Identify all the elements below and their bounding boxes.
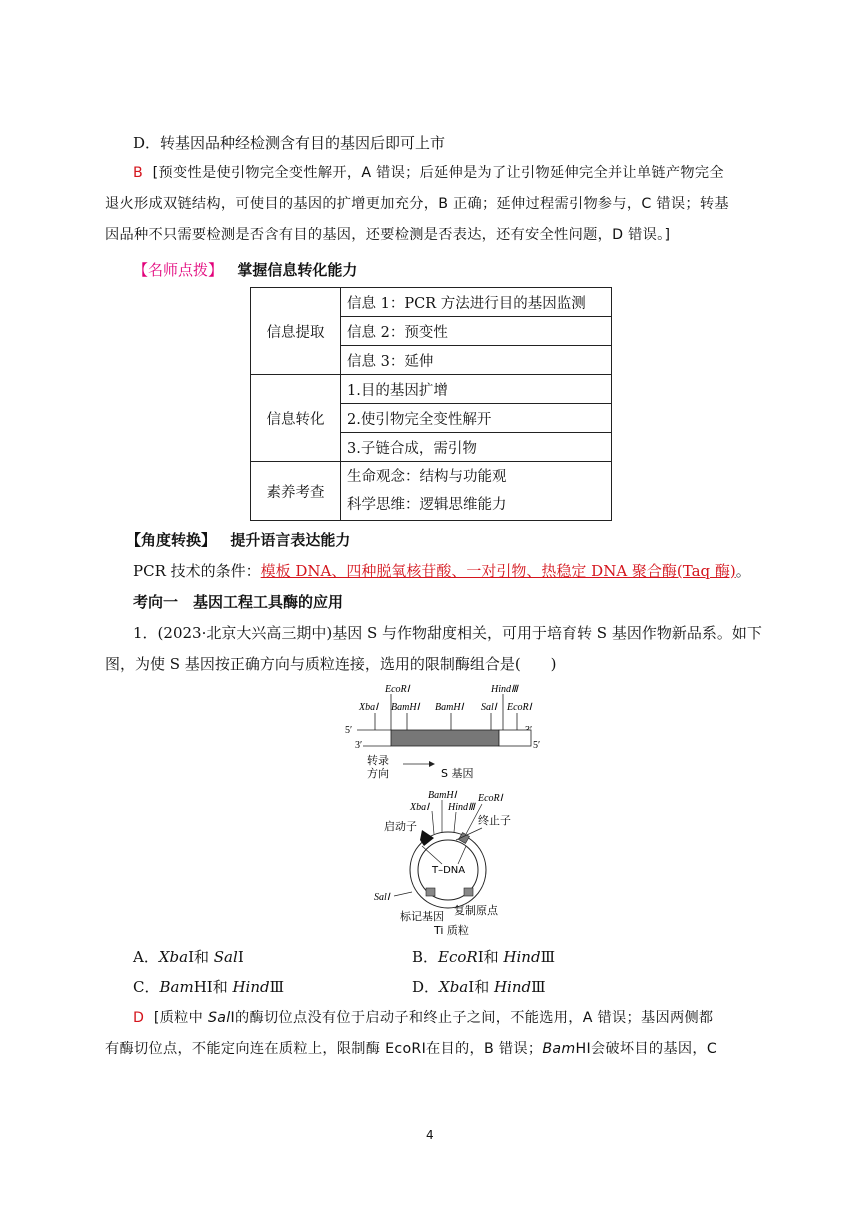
origin-label: 复制原点 — [454, 904, 498, 917]
pcr-prefix: PCR 技术的条件： — [133, 562, 261, 580]
previous-option-d: D．转基因品种经检测含有目的基因后即可上市 — [133, 134, 446, 152]
info-literacy-label: 素养考查 — [251, 462, 341, 521]
option-b: B．EcoRⅠ和 HindⅢ — [412, 948, 556, 966]
terminator-label: 终止子 — [478, 814, 511, 827]
gene-bamhi-label-1: BamHⅠ — [391, 702, 420, 713]
previous-answer-line-3: 因品种不只需要检测是否含有目的基因，还要检测是否表达，还有安全性问题，D 错误。] — [105, 227, 671, 243]
gene-5prime-left: 5′ — [345, 725, 353, 736]
angle-title: 提升语言表达能力 — [230, 531, 351, 549]
previous-answer-line-1 — [133, 163, 724, 183]
plasmid-bamhi-label: BamHⅠ — [428, 790, 457, 801]
gene-xbai-label: XbaⅠ — [359, 702, 379, 713]
info-extract-item-1: 信息 1：PCR 方法进行目的基因监测 — [341, 288, 612, 317]
question-line-1: 1．(2023·北京大兴高三期中)基因 S 与作物甜度相关，可用于培育转 S 基因作物新品系。如下 — [133, 624, 762, 642]
pcr-answer: 模板 DNA、四种脱氧核苷酸、一对引物、热稳定 DNA 聚合酶(Taq 酶) — [260, 562, 736, 580]
promoter-mark — [420, 830, 434, 846]
gene-hindiii-label: HindⅢ — [491, 684, 518, 695]
s-gene-label: S 基因 — [441, 767, 474, 780]
direction-label-2: 方向 — [367, 767, 389, 780]
info-convert-item-1: 1.目的基因扩增 — [341, 375, 612, 404]
gene-3prime-left: 3′ — [355, 740, 363, 751]
gene-sali-label: SalⅠ — [481, 702, 497, 713]
plasmid-ecori-label: EcoRⅠ — [478, 793, 503, 804]
plasmid-diagram — [370, 788, 570, 938]
gene-5prime-right: 5′ — [533, 740, 541, 751]
info-table — [250, 287, 612, 521]
ti-plasmid-caption: Ti 质粒 — [434, 924, 469, 937]
origin-mark — [464, 888, 473, 896]
info-extract-item-2: 信息 2：预变性 — [341, 317, 612, 346]
teacher-tip-heading — [133, 260, 357, 280]
gene-bamhi-label-2: BamHⅠ — [435, 702, 464, 713]
marker-gene-mark — [426, 888, 435, 896]
info-convert-item-2: 2.使引物完全变性解开 — [341, 404, 612, 433]
answer-letter: D — [133, 1010, 145, 1026]
plasmid-xbai-label: XbaⅠ — [410, 802, 430, 813]
answer-line-1: D [质粒中 SalⅠ的酶切位点没有位于启动子和终止子之间，不能选用，A 错误；基因两侧都 — [133, 1010, 714, 1026]
info-extract-item-3: 信息 3：延伸 — [341, 346, 612, 375]
previous-answer-text-1: [预变性是使引物完全变性解开，A 错误；后延伸是为了让引物延伸完全并让单链产物完全 — [152, 165, 724, 181]
info-extract-label: 信息提取 — [251, 288, 341, 375]
previous-answer-letter: B — [133, 165, 144, 181]
option-d: D．XbaⅠ和 HindⅢ — [412, 978, 546, 996]
page-number: 4 — [426, 1128, 434, 1142]
s-gene-block — [391, 730, 499, 746]
direction-label-1: 转录 — [367, 754, 389, 767]
info-literacy-item-1: 生命观念：结构与功能观 — [347, 469, 507, 485]
plasmid-sali-label: SalⅠ — [374, 892, 390, 903]
info-literacy-items — [341, 462, 612, 521]
angle-tag: 【角度转换】 — [126, 531, 217, 549]
tdna-label: T–DNA — [432, 865, 466, 876]
info-literacy-item-2: 科学思维：逻辑思维能力 — [347, 497, 507, 513]
pcr-suffix: 。 — [735, 562, 751, 580]
gene-diagram — [345, 680, 585, 780]
marker-gene-label: 标记基因 — [400, 910, 444, 923]
previous-answer-line-2: 退火形成双链结构，可使目的基因的扩增更加充分，B 正确；延伸过程需引物参与，C 错误；转基 — [105, 196, 729, 212]
section-title: 考向一 基因工程工具酶的应用 — [133, 593, 344, 611]
info-convert-item-3: 3.子链合成，需引物 — [341, 433, 612, 462]
info-convert-label: 信息转化 — [251, 375, 341, 462]
angle-heading — [126, 530, 350, 550]
pcr-conditions — [133, 561, 751, 581]
option-a: A．XbaⅠ和 SalⅠ — [133, 948, 244, 966]
promoter-label: 启动子 — [384, 820, 417, 833]
answer-line-2: 有酶切位点，不能定向连在质粒上，限制酶 EcoRⅠ在目的，B 错误；BamHⅠ会破坏目的基因，C — [105, 1041, 718, 1057]
plasmid-hindiii-label: HindⅢ — [448, 802, 475, 813]
teacher-tip-title: 掌握信息转化能力 — [237, 261, 358, 279]
option-c: C．BamHⅠ和 HindⅢ — [133, 978, 285, 996]
gene-ecori-label-2: EcoRⅠ — [507, 702, 532, 713]
question-line-2: 图，为使 S 基因按正确方向与质粒连接，选用的限制酶组合是( ) — [105, 655, 557, 673]
gene-ecori-label: EcoRⅠ — [385, 684, 410, 695]
teacher-tip-tag: 【名师点拨】 — [133, 261, 224, 279]
